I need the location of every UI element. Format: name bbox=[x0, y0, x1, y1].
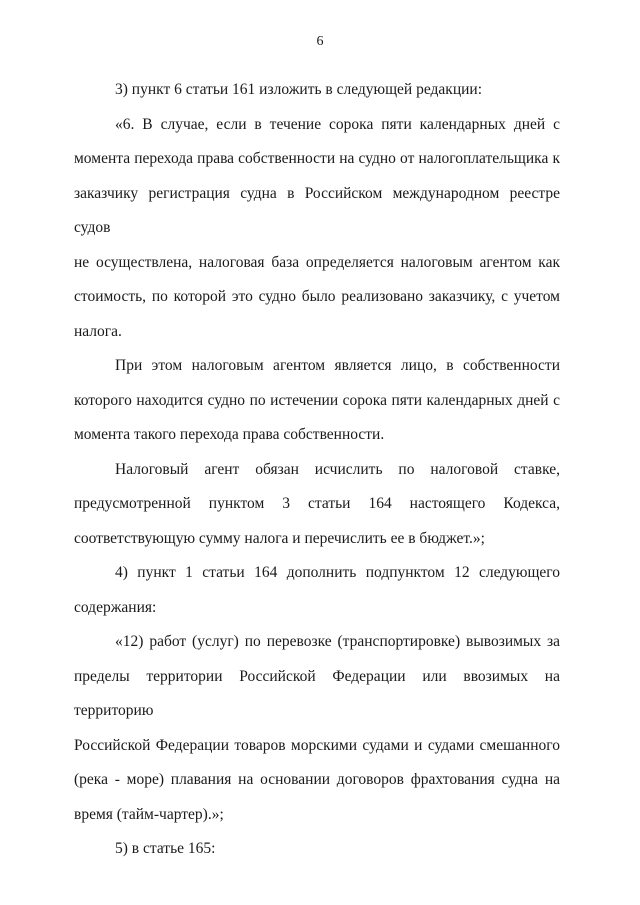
text-line: При этом налоговым агентом является лицо, в собственности bbox=[115, 357, 560, 374]
text-line: 4) пункт 1 статьи 164 дополнить подпунктом 12 следующего bbox=[115, 564, 560, 581]
text-line: предусмотренной пунктом 3 статьи 164 настоящего Кодекса, bbox=[74, 495, 560, 512]
paragraph-item-5 bbox=[74, 832, 560, 867]
document-body bbox=[74, 73, 560, 867]
text-line: «6. В случае, если в течение сорока пяти календарных дней с bbox=[115, 115, 560, 133]
text-line: пределы территории Российской Федерации или ввозимых на территорию bbox=[74, 667, 560, 719]
text-line: 3) пункт 6 статьи 161 изложить в следующей редакции: bbox=[115, 81, 483, 98]
text-line: которого находится судно по истечении сорока пяти календарных дней с bbox=[74, 391, 560, 409]
text-line: «12) работ (услуг) по перевозке (транспортировке) вывозимых за bbox=[115, 633, 560, 650]
text-line: содержания: bbox=[74, 598, 157, 616]
text-line: стоимость, по которой это судно было реализовано заказчику, с учетом bbox=[74, 288, 560, 305]
text-line: соответствующую сумму налога и перечислить ее в бюджет.»; bbox=[74, 529, 485, 547]
paragraph-item-3 bbox=[74, 73, 560, 108]
text-line: заказчику регистрация судна в Российском международном реестре судов bbox=[74, 184, 560, 236]
paragraph-item-6-quote bbox=[74, 108, 560, 350]
paragraph-tax-agent-owner bbox=[74, 349, 560, 453]
text-line: Российской Федерации товаров морскими судами и судами смешанного bbox=[74, 736, 560, 754]
text-line: время (тайм-чартер).»; bbox=[74, 805, 224, 823]
text-line: налога. bbox=[74, 322, 122, 340]
text-line: Налоговый агент обязан исчислить по налоговой ставке, bbox=[115, 460, 560, 478]
page-number: 6 bbox=[316, 34, 324, 49]
text-line: 5) в статье 165: bbox=[115, 840, 216, 857]
text-line: не осуществлена, налоговая база определяется налоговым агентом как bbox=[74, 253, 560, 271]
text-line: момента такого перехода права собственности. bbox=[74, 426, 385, 443]
paragraph-tax-agent-duty bbox=[74, 453, 560, 557]
paragraph-item-12-quote bbox=[74, 625, 560, 832]
text-line: момента перехода права собственности на судно от налогоплательщика к bbox=[74, 150, 560, 167]
paragraph-item-4 bbox=[74, 556, 560, 625]
text-line: (река - море) плавания на основании договоров фрахтования судна на bbox=[74, 771, 560, 788]
